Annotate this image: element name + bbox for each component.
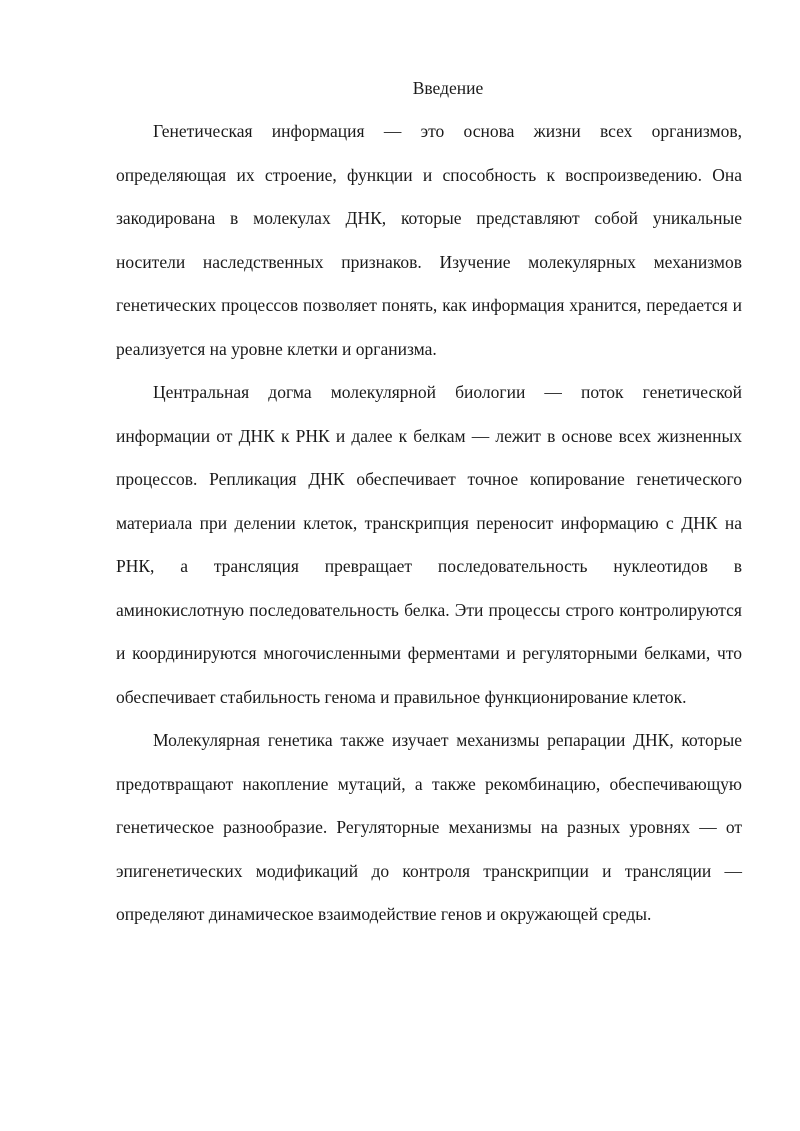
paragraph-intro: Генетическая информация — это основа жизни всех организмов, определяющая их строение, функции и способность к воспроизведению. Она закодирована в молекулах ДНК, которые представляют собой уникальные носители наследственных признаков. Изучение молекулярных механизмов генетических процессов позволяет понять, как информация хранится, передается и реализуется на уровне клетки и организма. — [116, 121, 742, 359]
document-body — [116, 110, 742, 937]
paragraph-central-dogma: Центральная догма молекулярной биологии — поток генетической информации от ДНК к РНК и далее к белкам — лежит в основе всех жизненных процессов. Репликация ДНК обеспечивает точное копирование генетического материала при делении клеток, транскрипция переносит информацию с ДНК на РНК, а трансляция превращает последовательность нуклеотидов в аминокислотную последовательность белка. Эти процессы строго контролируются и координируются многочисленными ферментами и регуляторными белками, что обеспечивает стабильность генома и правильное функционирование клеток. — [116, 382, 742, 707]
page-title: Введение — [412, 78, 484, 98]
paragraph-repair-regulation: Молекулярная генетика также изучает механизмы репарации ДНК, которые предотвращают накопление мутаций, а также рекомбинацию, обеспечивающую генетическое разнообразие. Регуляторные механизмы на разных уровнях — от эпигенетических модификаций до контроля транскрипции и трансляции — определяют динамическое взаимодействие генов и окружающей среды. — [116, 730, 742, 924]
